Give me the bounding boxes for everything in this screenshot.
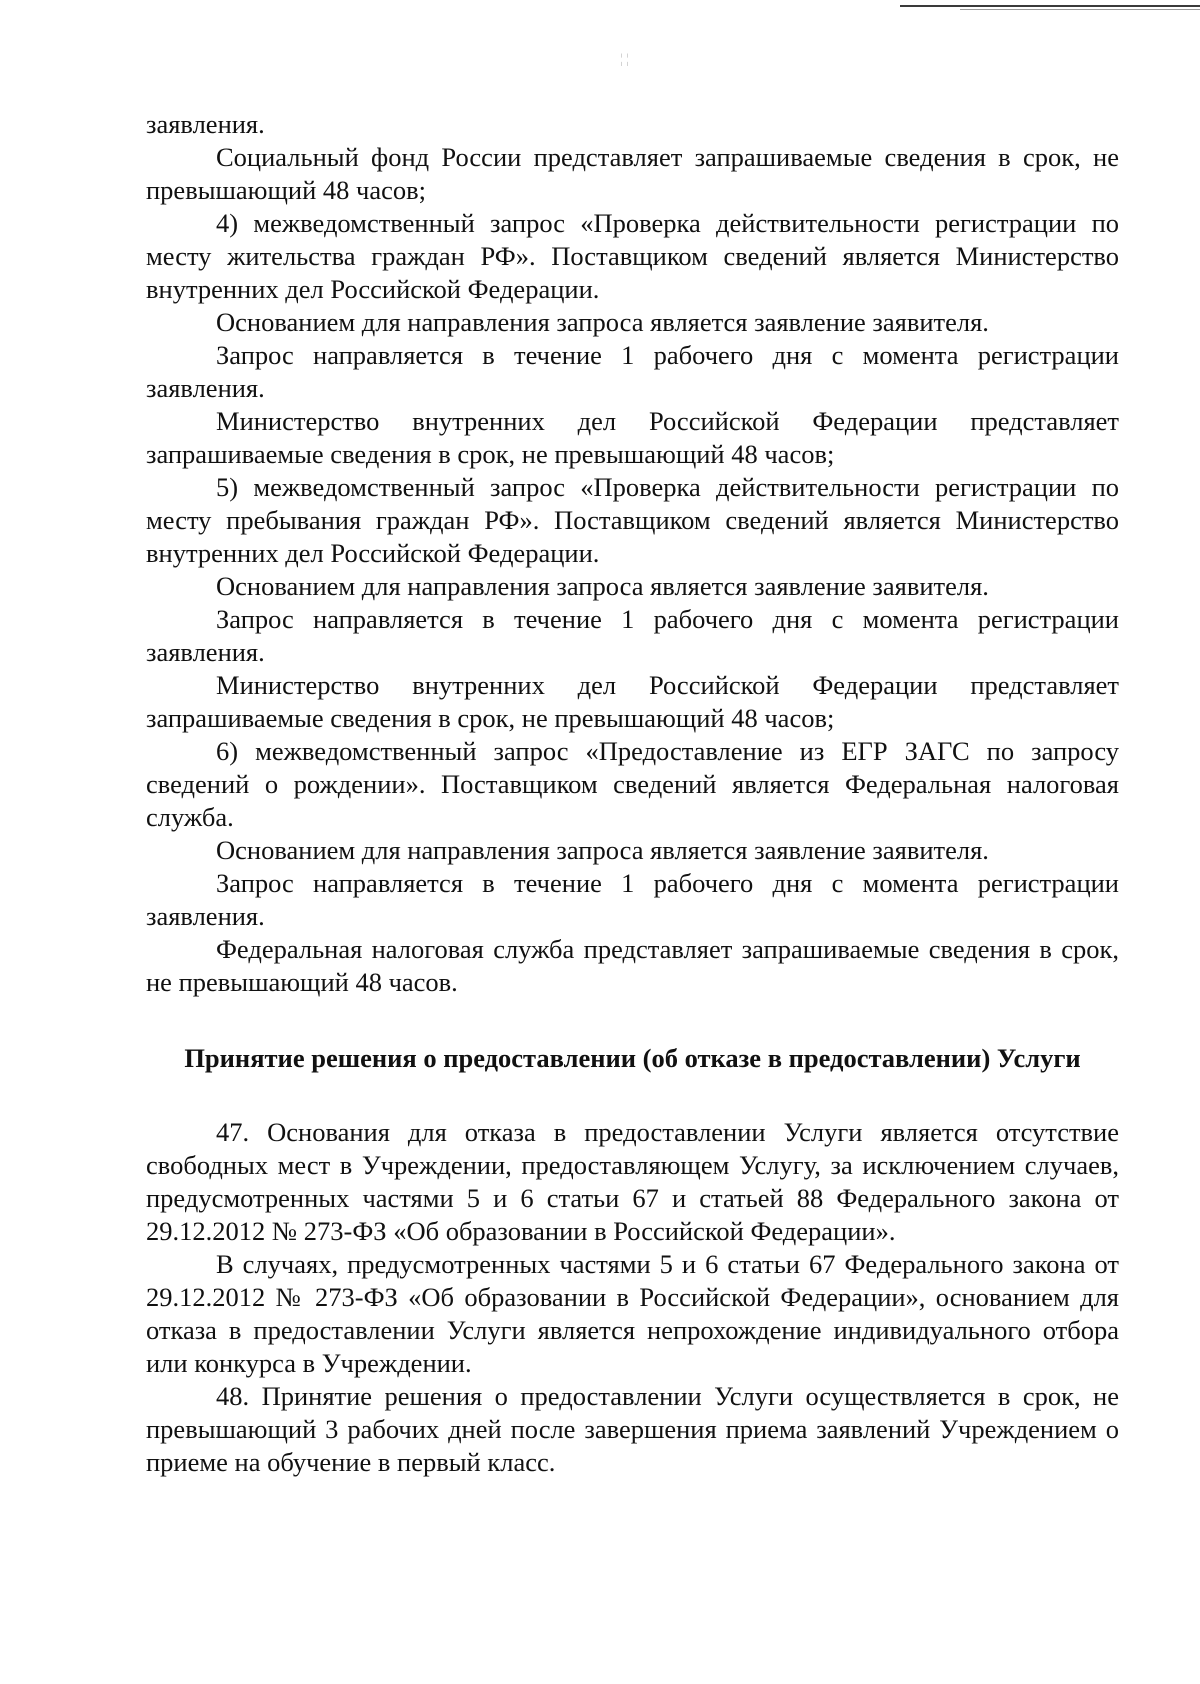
- paragraph: Социальный фонд России представляет запрашиваемые сведения в срок, не превышающий 48 часов;: [146, 142, 1119, 205]
- paragraph: Федеральная налоговая служба представляет запрашиваемые сведения в срок, не превышающий 48 часов.: [146, 934, 1119, 997]
- paragraph: Министерство внутренних дел Российской Федерации представляет запрашиваемые сведения в срок, не превышающий 48 часов;: [146, 406, 1119, 469]
- paragraph: Запрос направляется в течение 1 рабочего дня с момента регистрации заявления.: [146, 868, 1119, 931]
- paragraph: 4) межведомственный запрос «Проверка действительности регистрации по месту жительства граждан РФ». Поставщиком сведений является Министерство внутренних дел Российской Федерации.: [146, 208, 1119, 304]
- paragraph: Министерство внутренних дел Российской Федерации представляет запрашиваемые сведения в срок, не превышающий 48 часов;: [146, 670, 1119, 733]
- scan-edge-line: [900, 5, 1200, 7]
- section-heading: Принятие решения о предоставлении (об отказе в предоставлении) Услуги: [184, 1043, 1081, 1073]
- document-page: [146, 108, 1119, 1479]
- paragraph: Основанием для направления запроса является заявление заявителя.: [216, 571, 989, 601]
- paragraph: Запрос направляется в течение 1 рабочего дня с момента регистрации заявления.: [146, 340, 1119, 403]
- page-number-mark: ¦ ¦: [620, 52, 630, 67]
- paragraph: В случаях, предусмотренных частями 5 и 6 статьи 67 Федерального закона от 29.12.2012 № 273-ФЗ «Об образовании в Российской Федерации», основанием для отказа в предоставлении Услуги является непрохождение индивидуального отбора или конкурса в Учреждении.: [146, 1249, 1119, 1378]
- paragraph: Основанием для направления запроса является заявление заявителя.: [216, 307, 989, 337]
- paragraph: Запрос направляется в течение 1 рабочего дня с момента регистрации заявления.: [146, 604, 1119, 667]
- scan-edge-line-faint: [960, 9, 1200, 10]
- paragraph: 6) межведомственный запрос «Предоставление из ЕГР ЗАГС по запросу сведений о рождении». Поставщиком сведений является Федеральная налоговая служба.: [146, 736, 1119, 832]
- paragraph: 5) межведомственный запрос «Проверка действительности регистрации по месту пребывания граждан РФ». Поставщиком сведений является Министерство внутренних дел Российской Федерации.: [146, 472, 1119, 568]
- paragraph: 48. Принятие решения о предоставлении Услуги осуществляется в срок, не превышающий 3 рабочих дней после завершения приема заявлений Учреждением о приеме на обучение в первый класс.: [146, 1381, 1119, 1477]
- paragraph: 47. Основания для отказа в предоставлении Услуги является отсутствие свободных мест в Учреждении, предоставляющем Услугу, за исключением случаев, предусмотренных частями 5 и 6 статьи 67 и статьей 88 Федерального закона от 29.12.2012 № 273-ФЗ «Об образовании в Российской Федерации».: [146, 1117, 1119, 1246]
- paragraph: Основанием для направления запроса является заявление заявителя.: [216, 835, 989, 865]
- paragraph: заявления.: [146, 109, 265, 139]
